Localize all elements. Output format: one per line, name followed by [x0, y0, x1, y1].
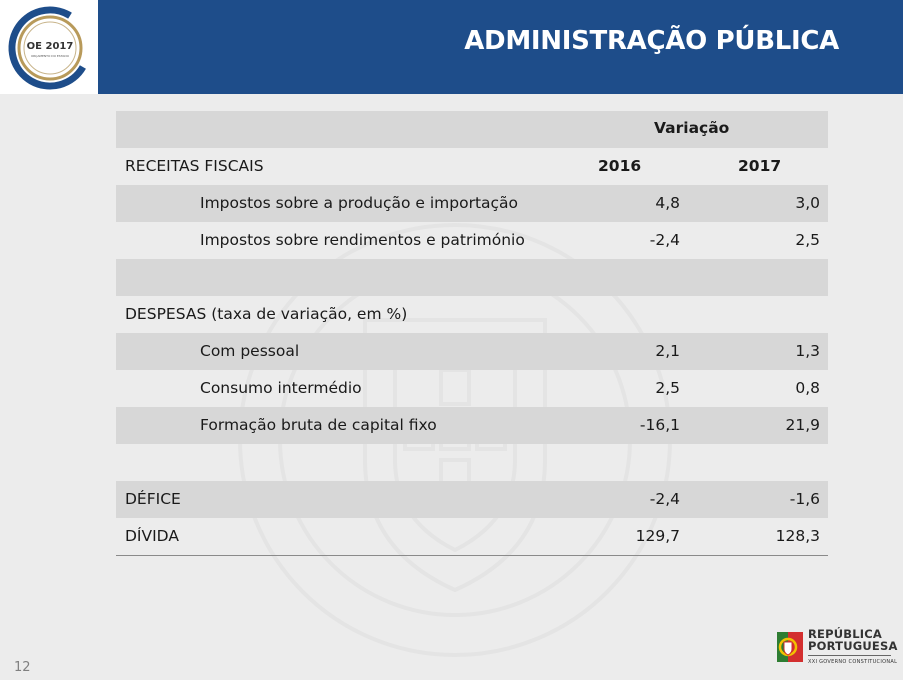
defice-2017: -1,6	[789, 490, 820, 508]
value-2017: 2,5	[795, 231, 820, 249]
value-2016: 2,1	[655, 342, 680, 360]
divida-label: DÍVIDA	[125, 527, 179, 545]
value-2016: -16,1	[639, 416, 680, 434]
empty-row	[116, 444, 828, 481]
defice-row	[116, 481, 828, 518]
value-2017: 3,0	[795, 194, 820, 212]
despesas-header-row	[116, 296, 828, 333]
table-row	[116, 222, 828, 259]
year-2016-header: 2016	[598, 157, 642, 175]
page-number: 12	[14, 660, 31, 675]
receitas-label: RECEITAS FISCAIS	[125, 157, 264, 175]
governo-text: XXI GOVERNO CONSTITUCIONAL	[808, 659, 898, 665]
despesas-label: DESPESAS (taxa de variação, em %)	[125, 305, 408, 323]
table-row	[116, 333, 828, 370]
table-row	[116, 370, 828, 407]
value-2017: 0,8	[795, 379, 820, 397]
republica-portuguesa-logo	[775, 626, 898, 672]
receitas-header-row	[116, 148, 828, 185]
value-2017: 21,9	[785, 416, 820, 434]
page-title: ADMINISTRAÇÃO PÚBLICA	[464, 26, 839, 56]
divida-2016: 129,7	[635, 527, 680, 545]
row-label: Impostos sobre a produção e importação	[200, 194, 519, 212]
divider	[808, 655, 891, 656]
defice-2016: -2,4	[649, 490, 680, 508]
defice-label: DÉFICE	[125, 490, 181, 508]
value-2016: -2,4	[649, 231, 680, 249]
republica-line2: PORTUGUESA	[808, 639, 898, 653]
logo-subtext: ORÇAMENTO DO ESTADO	[30, 54, 70, 58]
republica-text	[808, 628, 898, 652]
logo-text: OE 2017	[26, 41, 74, 52]
portugal-flag-emblem-icon	[775, 628, 805, 668]
row-label: Impostos sobre rendimentos e património	[200, 231, 525, 249]
divida-row	[116, 518, 828, 555]
year-2017-header: 2017	[738, 157, 782, 175]
table-header-row	[116, 111, 828, 148]
variacao-header: Variação	[654, 119, 730, 137]
table-row	[116, 407, 828, 444]
row-label: Formação bruta de capital fixo	[200, 416, 437, 434]
value-2017: 1,3	[795, 342, 820, 360]
divida-2017: 128,3	[775, 527, 820, 545]
budget-table	[116, 111, 828, 556]
oe2017-logo	[0, 0, 98, 94]
table-row	[116, 185, 828, 222]
value-2016: 4,8	[655, 194, 680, 212]
empty-row	[116, 259, 828, 296]
row-label: Com pessoal	[200, 342, 300, 360]
row-label: Consumo intermédio	[200, 379, 362, 397]
slide-header	[0, 0, 903, 94]
value-2016: 2,5	[655, 379, 680, 397]
republica-line1: REPÚBLICA	[808, 627, 882, 641]
